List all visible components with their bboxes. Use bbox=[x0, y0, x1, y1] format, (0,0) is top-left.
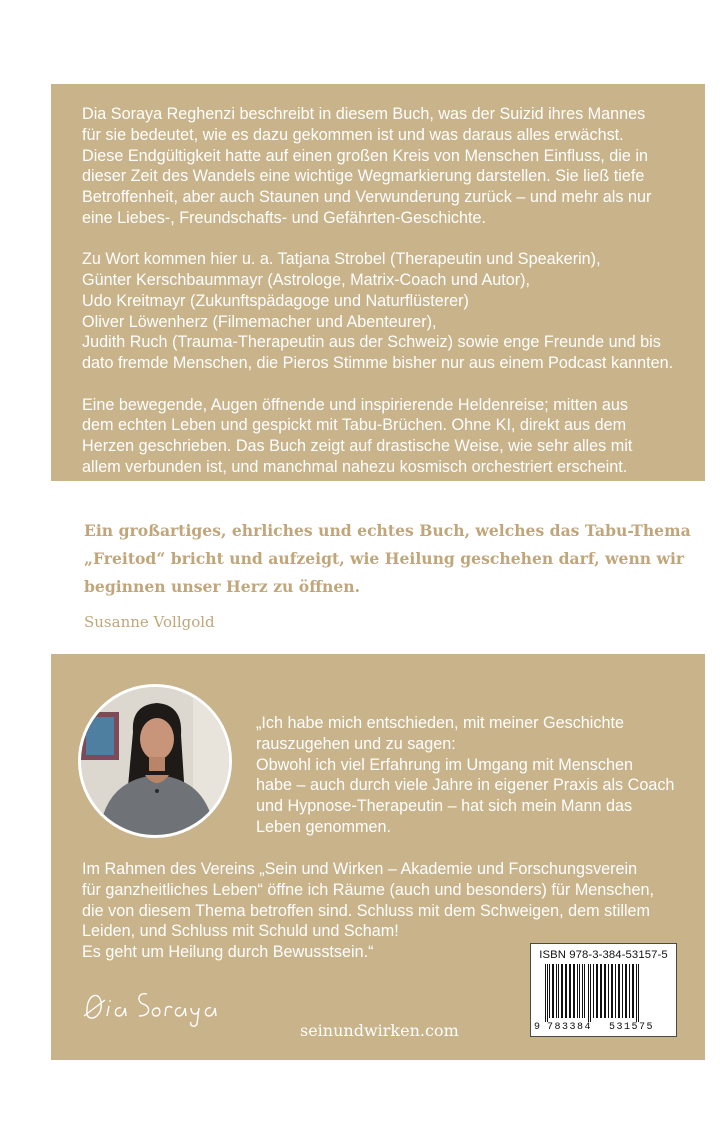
text-line: allem verbunden ist, und manchmal nahezu kosmisch orchestriert erscheint. bbox=[82, 457, 628, 476]
text-line: Leben genommen. bbox=[256, 817, 391, 836]
isbn-barcode bbox=[530, 943, 677, 1037]
website-url: seinundwirken.com bbox=[300, 1021, 459, 1040]
text-line: rauszugehen und zu sagen: bbox=[256, 734, 456, 753]
barcode-digit-lead: 9 bbox=[534, 1022, 541, 1033]
text-line: und Hypnose-Therapeutin – hat sich mein Mann das bbox=[256, 797, 633, 816]
text-line: Günter Kerschbaummayr (Astrologe, Matrix-Coach und Autor), bbox=[82, 271, 531, 290]
barcode-bar bbox=[632, 964, 634, 1018]
testimonial bbox=[84, 517, 704, 631]
description-paragraph-3 bbox=[82, 395, 692, 478]
barcode-bar bbox=[549, 964, 550, 1018]
barcode-bar bbox=[556, 964, 557, 1018]
barcode-bar bbox=[558, 964, 559, 1018]
barcode-bar bbox=[552, 964, 554, 1018]
quote-line: „Freitod“ bricht und aufzeigt, wie Heilung geschehen darf, wenn wir bbox=[84, 549, 685, 568]
barcode-digits-left: 783384 bbox=[547, 1022, 593, 1033]
author-quote bbox=[256, 713, 701, 838]
barcode-bar bbox=[608, 964, 609, 1018]
barcode-bar bbox=[638, 964, 639, 1022]
barcode-bar bbox=[611, 964, 613, 1018]
barcode-bar bbox=[569, 964, 571, 1018]
text-line: Es geht um Heilung durch Bewusstsein.“ bbox=[82, 943, 374, 962]
barcode-bar bbox=[547, 964, 548, 1022]
text-line: die von diesem Thema betroffen sind. Schluss mit dem Schweigen, dem stillem bbox=[82, 901, 651, 920]
barcode-bar bbox=[600, 964, 602, 1018]
text-line: dieser Zeit des Wandels eine wichtige Wegmarkierung darstellen. Sie ließ tiefe bbox=[82, 167, 645, 186]
text-line: dato fremde Menschen, die Pieros Stimme bisher nur aus einem Podcast kannten. bbox=[82, 354, 674, 373]
barcode-bar bbox=[590, 964, 591, 1022]
author-signature bbox=[81, 980, 221, 1035]
description-panel bbox=[51, 84, 705, 481]
text-line: Betroffenheit, aber auch Staunen und Verwunderung zurück – und mehr als nur bbox=[82, 188, 652, 207]
barcode-bar bbox=[573, 964, 575, 1018]
text-line: Leiden, und Schluss mit Schuld und Scham! bbox=[82, 922, 399, 941]
text-line: Diese Endgültigkeit hatte auf einen großen Kreis von Menschen Einfluss, die in bbox=[82, 146, 648, 165]
barcode-bar bbox=[618, 964, 620, 1018]
author-photo bbox=[78, 684, 232, 838]
barcode-bar bbox=[625, 964, 627, 1018]
barcode-bar bbox=[579, 964, 580, 1018]
barcode-bar bbox=[593, 964, 594, 1018]
book-description bbox=[82, 104, 692, 478]
description-paragraph-1 bbox=[82, 104, 692, 229]
text-line: Im Rahmen des Vereins „Sein und Wirken – Akademie und Forschungsverein bbox=[82, 860, 638, 878]
barcode-bar bbox=[588, 964, 589, 1022]
barcode-bar bbox=[636, 964, 637, 1022]
barcode-bar bbox=[622, 964, 623, 1018]
text-line: Dia Soraya Reghenzi beschreibt in diesem Buch, was der Suizid ihres Mannes bbox=[82, 105, 646, 123]
text-line: Obwohl ich viel Erfahrung im Umgang mit Menschen bbox=[256, 755, 633, 774]
text-line: „Ich habe mich entschieden, mit meiner Geschichte bbox=[256, 714, 624, 732]
isbn-label: ISBN 978-3-384-53157-5 bbox=[539, 949, 668, 961]
quote-line: Ein großartiges, ehrliches und echtes Buch, welches das Tabu-Thema bbox=[84, 521, 691, 540]
barcode-bar bbox=[604, 964, 606, 1018]
barcode-bar bbox=[582, 964, 583, 1018]
barcode-bar bbox=[561, 964, 563, 1018]
barcode-bar bbox=[629, 964, 630, 1018]
description-paragraph-2 bbox=[82, 249, 692, 374]
text-line: eine Liebes-, Freundschafts- und Gefährten-Geschichte. bbox=[82, 208, 487, 227]
barcode-bar bbox=[615, 964, 616, 1018]
text-line: Judith Ruch (Trauma-Therapeutin aus der Schweiz) sowie enge Freunde und bis bbox=[82, 333, 661, 352]
text-line: Herzen geschrieben. Das Buch zeigt auf drastische Weise, wie sehr alles mit bbox=[82, 437, 633, 456]
text-line: Udo Kreitmayr (Zukunftspädagoge und Naturflüsterer) bbox=[82, 291, 469, 310]
barcode-bar bbox=[584, 964, 585, 1018]
barcode-bars bbox=[535, 964, 673, 1024]
text-line: Eine bewegende, Augen öffnende und inspirierende Heldenreise; mitten aus bbox=[82, 395, 628, 414]
barcode-bar bbox=[565, 964, 567, 1018]
barcode-bar bbox=[596, 964, 598, 1018]
barcode-bar bbox=[545, 964, 546, 1022]
quote-line: beginnen unser Herz zu öffnen. bbox=[84, 577, 361, 596]
testimonial-quote bbox=[84, 517, 704, 601]
text-line: Zu Wort kommen hier u. a. Tatjana Strobel (Therapeutin und Speakerin), bbox=[82, 250, 601, 269]
testimonial-author: Susanne Vollgold bbox=[84, 613, 215, 631]
text-line: dem echten Leben und gespickt mit Tabu-Brüchen. Ohne KI, direkt aus dem bbox=[82, 416, 627, 435]
text-line: für ganzheitliches Leben“ öffne ich Räume (auch und besonders) für Menschen, bbox=[82, 880, 655, 899]
text-line: für sie bedeutet, wie es dazu gekommen ist und was daraus alles erwächst. bbox=[82, 125, 624, 144]
text-line: Oliver Löwenherz (Filmemacher und Abenteurer), bbox=[82, 312, 437, 331]
barcode-digits-right: 531575 bbox=[609, 1022, 655, 1033]
barcode-bar bbox=[577, 964, 578, 1018]
text-line: habe – auch durch viele Jahre in eigener Praxis als Coach bbox=[256, 776, 675, 795]
